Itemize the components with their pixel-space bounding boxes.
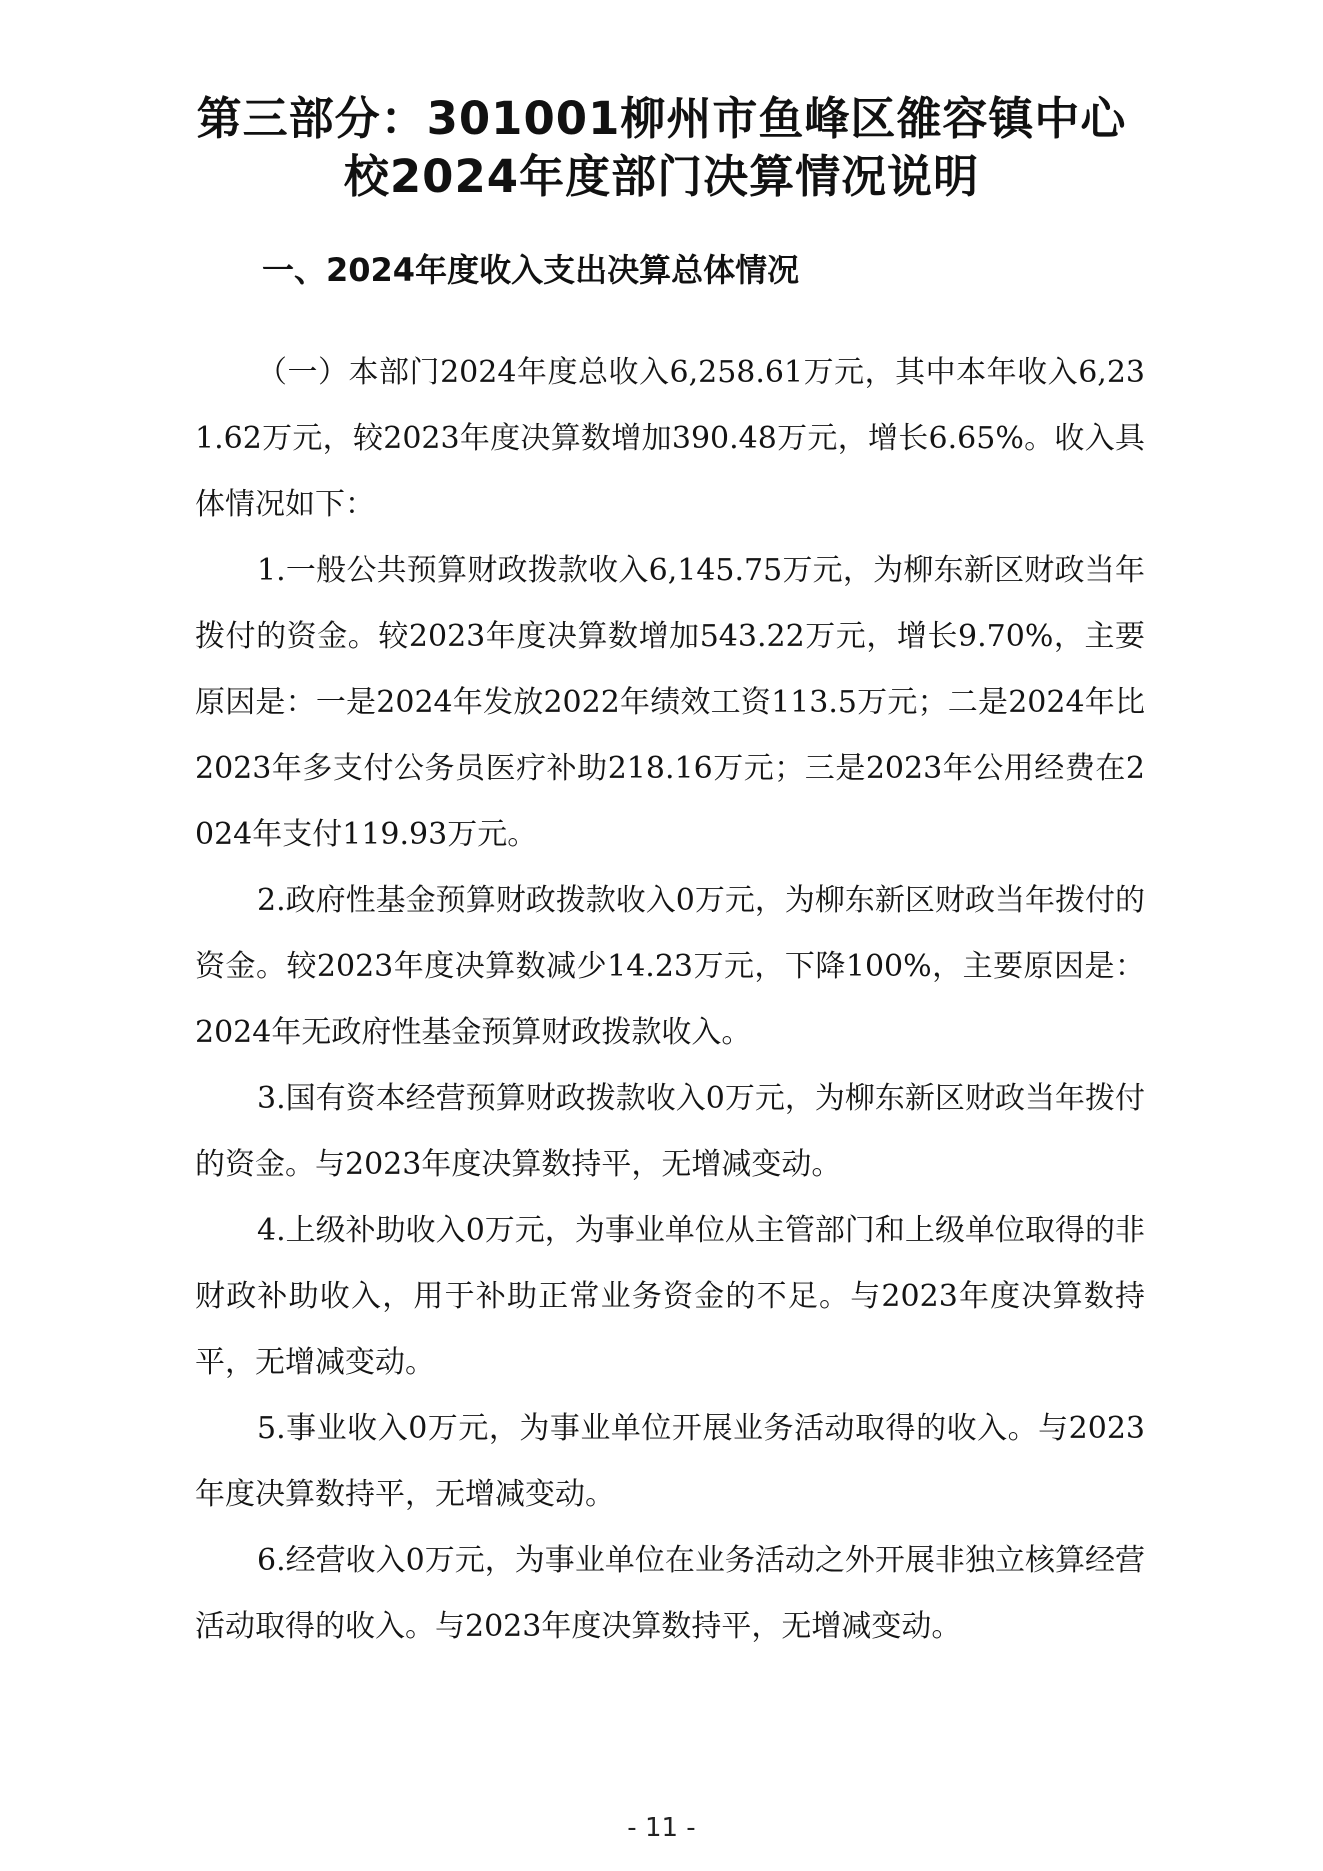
paragraph-overview: （一）本部门2024年度总收入6,258.61万元，其中本年收入6,231.62万元，较2023年度决算数增加390.48万元，增长6.65%。收入具体情况如下： bbox=[195, 355, 1145, 522]
paragraph-item-5: 5.事业收入0万元，为事业单位开展业务活动取得的收入。与2023年度决算数持平，无增减变动。 bbox=[195, 1411, 1145, 1512]
document-body bbox=[195, 340, 1145, 1660]
paragraph-item-3: 3.国有资本经营预算财政拨款收入0万元，为柳东新区财政当年拨付的资金。与2023年度决算数持平，无增减变动。 bbox=[195, 1081, 1145, 1182]
paragraph-item-1: 1.一般公共预算财政拨款收入6,145.75万元，为柳东新区财政当年拨付的资金。较2023年度决算数增加543.22万元，增长9.70%，主要原因是：一是2024年发放2022年绩效工资113.5万元；二是2024年比2023年多支付公务员医疗补助218.16万元；三是2023年公用经费在2024年支付119.93万元。 bbox=[195, 553, 1145, 852]
document-title bbox=[150, 90, 1173, 206]
paragraph-item-4: 4.上级补助收入0万元，为事业单位从主管部门和上级单位取得的非财政补助收入，用于补助正常业务资金的不足。与2023年度决算数持平，无增减变动。 bbox=[195, 1213, 1145, 1380]
paragraph-item-2: 2.政府性基金预算财政拨款收入0万元，为柳东新区财政当年拨付的资金。较2023年度决算数减少14.23万元，下降100%，主要原因是：2024年无政府性基金预算财政拨款收入。 bbox=[195, 883, 1145, 1050]
paragraph-item-6: 6.经营收入0万元，为事业单位在业务活动之外开展非独立核算经营活动取得的收入。与2023年度决算数持平，无增减变动。 bbox=[195, 1543, 1145, 1644]
document-title-line-2: 校2024年度部门决算情况说明 bbox=[343, 150, 980, 203]
section-heading: 一、2024年度收入支出决算总体情况 bbox=[262, 251, 800, 289]
page-number: - 11 - bbox=[627, 1813, 696, 1843]
document-title-line-1: 第三部分：301001柳州市鱼峰区雒容镇中心 bbox=[196, 92, 1127, 145]
